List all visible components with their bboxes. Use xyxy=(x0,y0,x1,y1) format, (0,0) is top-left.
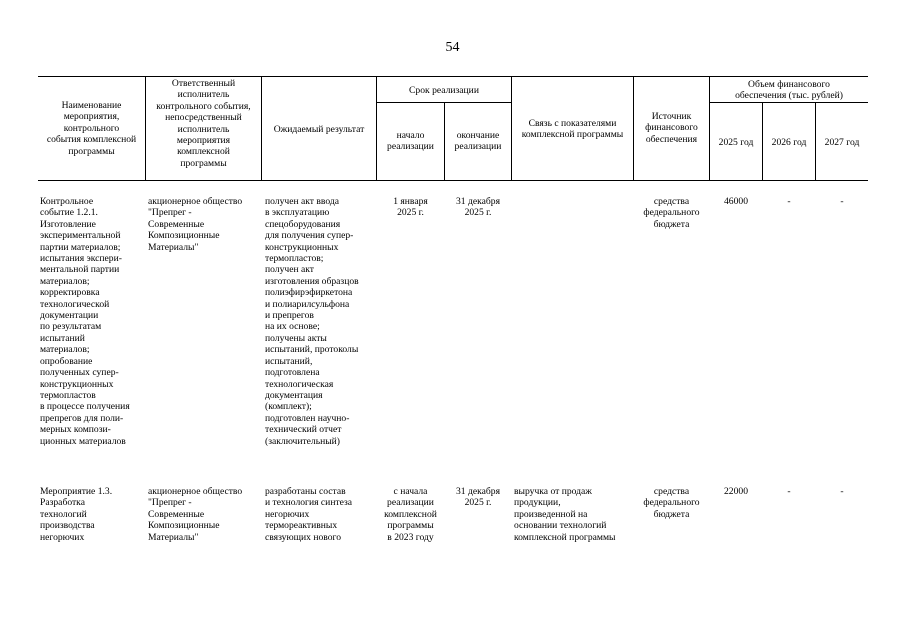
header-bottom-border xyxy=(38,180,868,181)
row-value-2025: 46000 xyxy=(724,196,748,207)
row-start: 1 января 2025 г. xyxy=(393,196,428,219)
row-end: 31 декабря 2025 г. xyxy=(456,196,500,219)
header-period: Срок реализации xyxy=(409,85,479,96)
header-source: Источник финансового обеспечения xyxy=(645,111,698,145)
header-expected-result: Ожидаемый результат xyxy=(273,124,365,135)
header-funding: Объем финансового обеспечения (тыс. рублей) xyxy=(735,79,843,102)
header-year-2026: 2026 год xyxy=(771,137,807,148)
header-year-2025: 2025 год xyxy=(718,137,754,148)
header-period-start: начало реализации xyxy=(387,130,434,153)
row-result: получен акт ввода в эксплуатацию спецоборудования для получения супер- конструкционных термопластов; получен акт изготовления образцов полиэфирэфиркетона и полиарилсульфона и препрегов на их основе; получены акты испытаний, протоколы испытаний, подготовлена технологическая документация (комплект); подготовлен научно- технический отчет (заключительный) xyxy=(265,196,359,447)
row-value-2027: - xyxy=(840,486,844,497)
row-value-2026: - xyxy=(787,196,791,207)
header-year-2027: 2027 год xyxy=(824,137,860,148)
table-top-border xyxy=(38,76,868,77)
row-value-2026: - xyxy=(787,486,791,497)
row-value-2025: 22000 xyxy=(724,486,748,497)
row-link: выручка от продаж продукции, произведенной на основании технологий комплексной программы xyxy=(514,486,616,543)
header-link: Связь с показателями комплексной программы xyxy=(521,118,624,141)
page-number: 54 xyxy=(445,40,460,55)
row-responsible: акционерное общество "Препрег - Современные Композиционные Материалы" xyxy=(148,196,243,253)
row-responsible: акционерное общество "Препрег - Современные Композиционные Материалы" xyxy=(148,486,243,543)
row-result: разработаны состав и технология синтеза негорючих термореактивных связующих нового xyxy=(265,486,353,543)
row-source: средства федерального бюджета xyxy=(643,486,700,520)
row-name: Контрольное событие 1.2.1. Изготовление экспериментальной партии материалов; испытания экспери- ментальной партии материалов; корректировка технологической документации по результатам испытаний материалов; опробование полученных супер- конструкционных термопластов в процессе получения препрегов для поли- мерных компози- ционных материалов xyxy=(40,196,130,447)
header-period-end: окончание реализации xyxy=(454,130,502,153)
row-name: Мероприятие 1.3. Разработка технологий производства негорючих xyxy=(40,486,113,543)
funding-divider xyxy=(709,102,868,103)
row-value-2027: - xyxy=(840,196,844,207)
row-source: средства федерального бюджета xyxy=(643,196,700,230)
row-end: 31 декабря 2025 г. xyxy=(456,486,500,509)
header-name: Наименование мероприятия, контрольного события комплексной программы xyxy=(46,100,137,157)
header-responsible: Ответственный исполнитель контрольного события, непосредственный исполнитель мероприятия комплексной программы xyxy=(156,78,251,169)
row-start: с начала реализации комплексной программы в 2023 году xyxy=(384,486,437,543)
